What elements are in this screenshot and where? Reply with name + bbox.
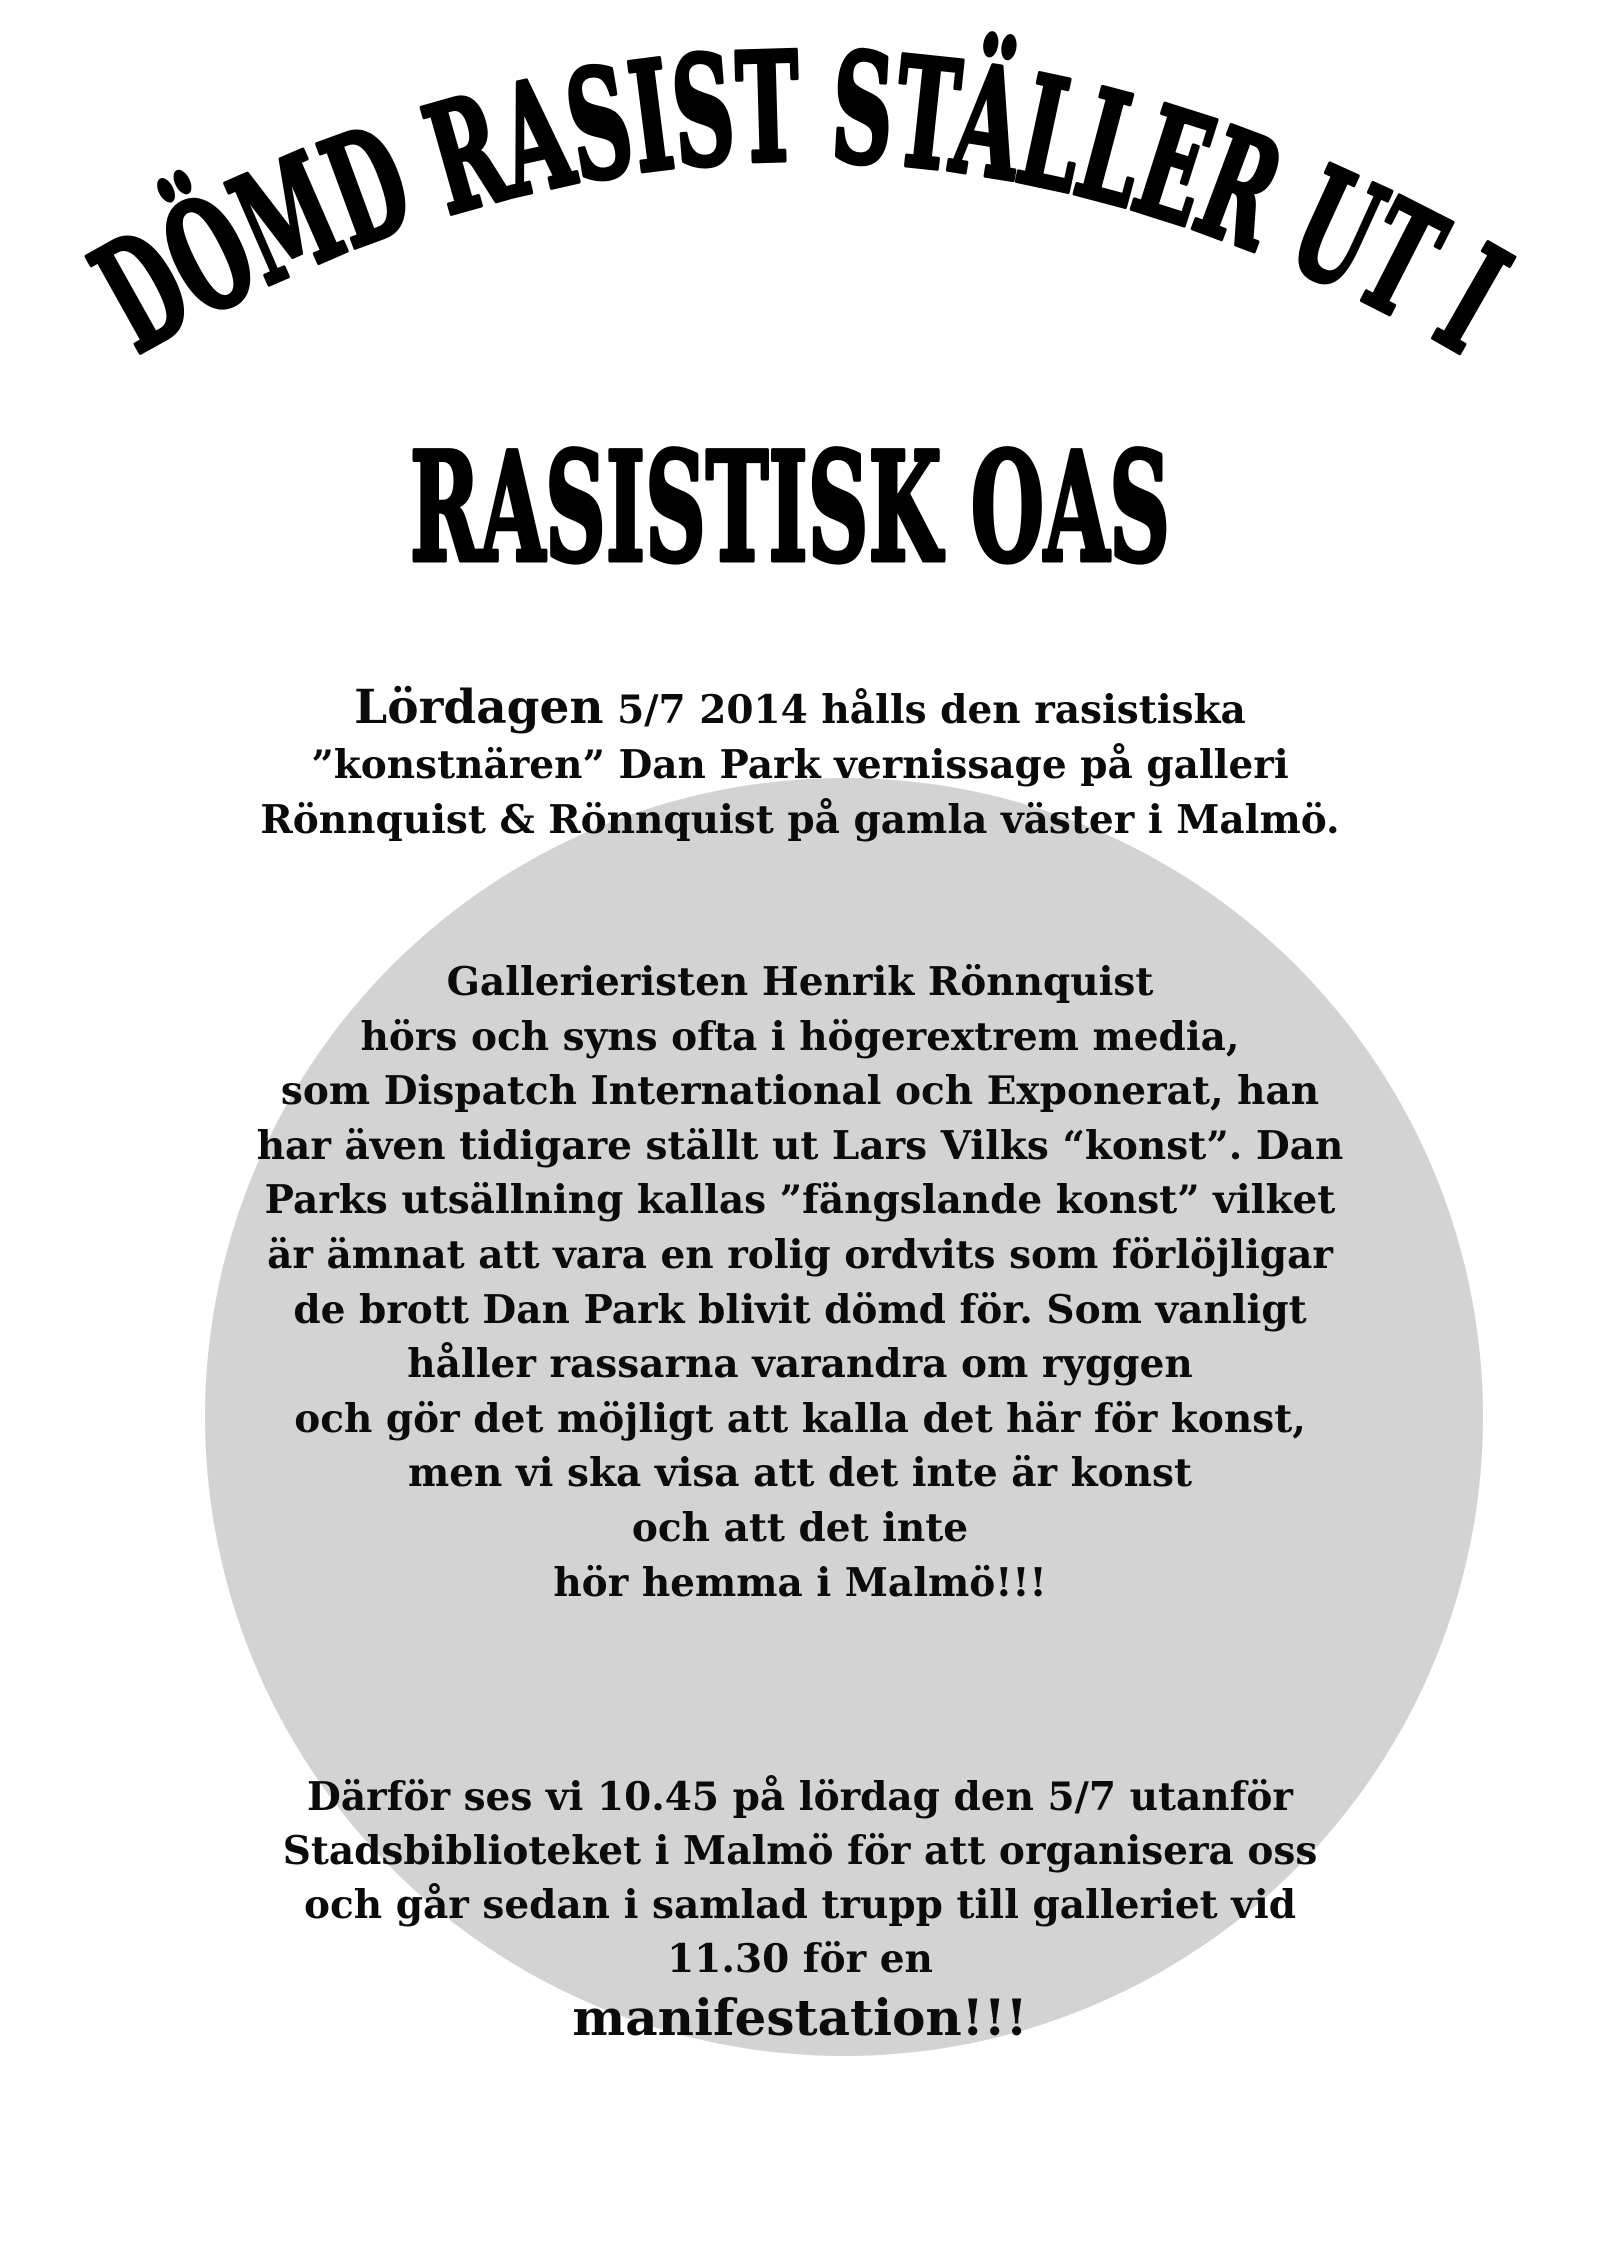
body-line: har även tidigare ställt ut Lars Vilks “konst”. Dan (256, 1122, 1344, 1169)
call-line: och går sedan i samlad trupp till galleriet vid (304, 1882, 1296, 1928)
call-line: Stadsbiblioteket i Malmö för att organisera oss (282, 1828, 1318, 1874)
body-line: hör hemma i Malmö!!! (553, 1559, 1047, 1606)
body-line: Gallerieristen Henrik Rönnquist (446, 959, 1154, 1005)
intro-paragraph (0, 680, 1600, 848)
intro-line (0, 680, 1600, 738)
call-to-action (0, 1770, 1600, 2050)
headline-line-1-text: DÖMD RASIST STÄLLER UT I (67, 17, 1560, 402)
body-line: är ämnat att vara en rolig ordvits som förlöjligar (267, 1231, 1333, 1278)
body-line: hörs och syns ofta i högerextrem media, (360, 1013, 1240, 1060)
intro-line-rest: 5/7 2014 hålls den rasistiska (603, 687, 1246, 733)
body-line: Parks utsällning kallas ”fängslande konst” vilket (264, 1177, 1336, 1224)
body-line: håller rassarna varandra om ryggen (407, 1341, 1193, 1388)
body-line: de brott Dan Park blivit dömd för. Som vanligt (293, 1286, 1307, 1333)
headline-line-1 (67, 17, 1560, 402)
call-line: Därför ses vi 10.45 på lördag den 5/7 utanför (307, 1774, 1293, 1820)
headline-line-2: RASISTISK OAS (410, 420, 1170, 596)
body-paragraph (0, 955, 1600, 1610)
body-line: men vi ska visa att det inte är konst (407, 1450, 1193, 1497)
body-line: och att det inte (631, 1504, 969, 1551)
intro-line: ”konstnären” Dan Park vernissage på galleri (311, 742, 1289, 788)
intro-lead-word: Lördagen (354, 680, 604, 735)
manifestation-text: manifestation!!! (572, 1988, 1028, 2047)
body-line: och gör det möjligt att kalla det här för konst, (294, 1395, 1306, 1442)
intro-line: Rönnquist & Rönnquist på gamla väster i Malmö. (260, 797, 1340, 843)
call-line: 11.30 för en (667, 1936, 933, 1982)
body-line: som Dispatch International och Exponerat, han (280, 1068, 1320, 1115)
headline (0, 0, 1600, 640)
